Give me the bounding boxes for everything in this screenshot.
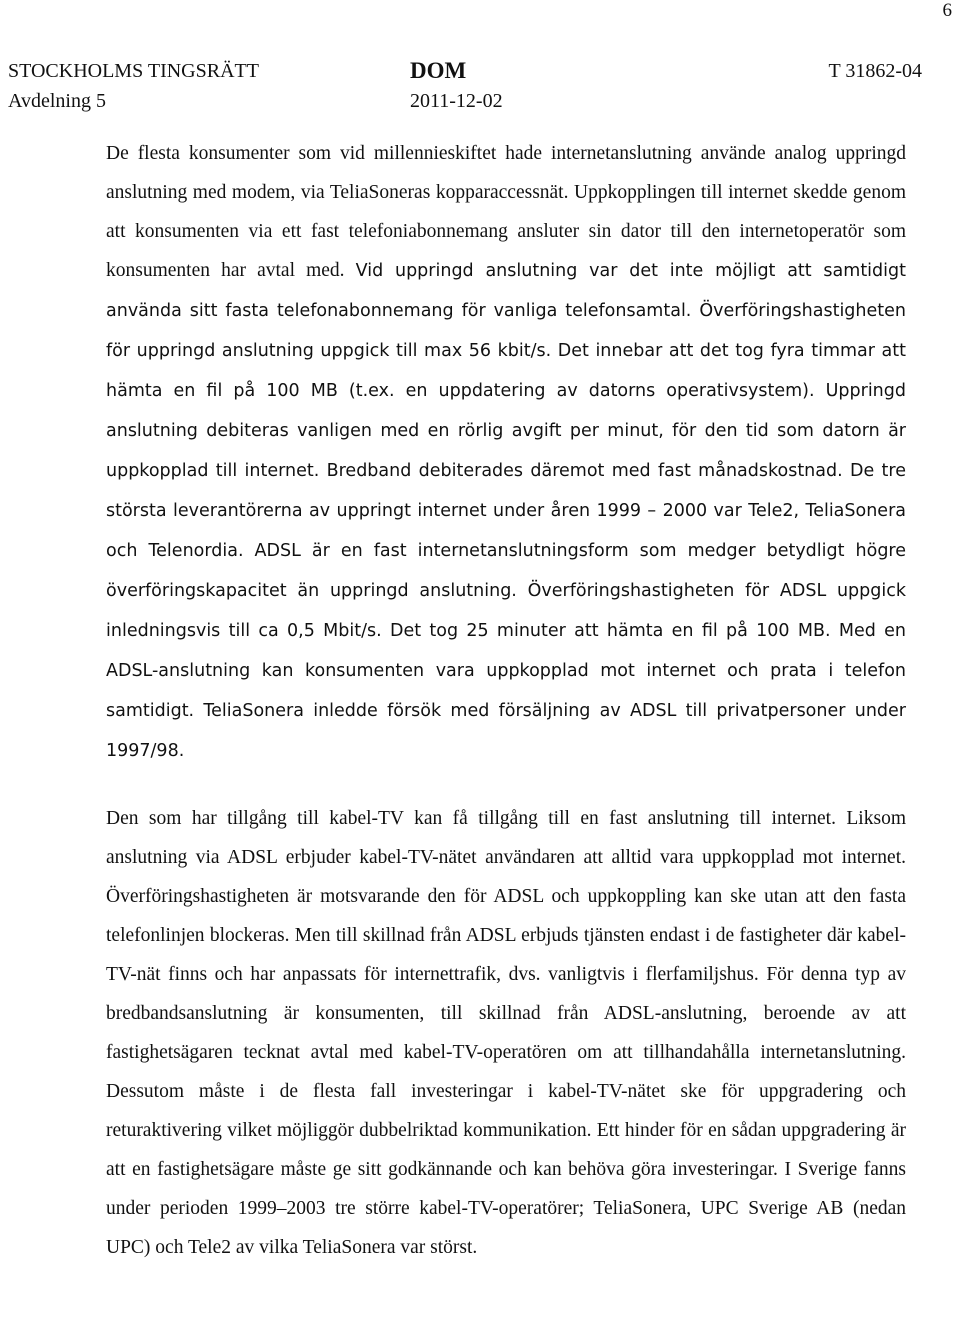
document-body xyxy=(106,134,906,1267)
paragraph-text: Vid uppringd anslutning var det inte möjligt att samtidigt använda sitt fasta telefonabonnemang för vanliga telefonsamtal. Överföringshastigheten för uppringd anslutning uppgick till max 56 kbit/s. Det innebar att det tog fyra timmar att hämta en fil på 100 MB (t.ex. en uppdatering av datorns operativsystem). Uppringd anslutning debiteras vanligen med en rörlig avgift per minut, för den tid som datorn är uppkopplad till internet. Bredband debiterades däremot med fast månadskostnad. De tre största leverantörerna av uppringt internet under åren 1999 – 2000 var Tele2, TeliaSonera och Telenordia. ADSL är en fast internetanslutningsform som medger betydligt högre överföringskapacitet än uppringd anslutning. Överföringshastigheten för ADSL uppgick inledningsvis till ca 0,5 Mbit/s. Det tog 25 minuter att hämta en fil på 100 MB. Med en ADSL-anslutning kan konsumenten vara uppkopplad mot internet och prata i telefon samtidigt. TeliaSonera inledde försök med försäljning av ADSL till privatpersoner under 1997/98. xyxy=(106,261,906,761)
paragraph-text: De flesta konsumenter som vid millennieskiftet hade internetanslutning använde analog uppringd anslutning med modem, via TeliaSoneras kopparaccessnät. Uppkopplingen till internet skedde genom att konsumenten via ett fast telefoniabonnemang ansluter sin dator till den internetoperatör som konsumenten har avtal med. xyxy=(106,143,906,281)
document-type: DOM xyxy=(410,58,467,83)
case-number: T 31862-04 xyxy=(828,60,922,82)
document-date: 2011-12-02 xyxy=(410,90,503,112)
division: Avdelning 5 xyxy=(8,90,106,112)
paragraph-cable-tv: Den som har tillgång till kabel-TV kan få tillgång till en fast anslutning till internet. Liksom anslutning via ADSL erbjuder kabel-TV-nätet användaren att alltid vara uppkopplad mot internet. Överföringshastigheten är motsvarande den för ADSL och uppkoppling kan ske utan att den fasta telefonlinjen blockeras. Men till skillnad från ADSL erbjuds tjänsten endast i de fastigheter där kabel-TV-nät finns och har anpassats för internettrafik, dvs. vanligtvis i flerfamiljshus. För denna typ av bredbandsanslutning är konsumenten, till skillnad från ADSL-anslutning, beroende av att fastighetsägaren tecknat avtal med kabel-TV-operatören om att tillhandahålla internetanslutning. Dessutom måste i de flesta fall investeringar i kabel-TV-nätet ske för uppgradering och returaktivering vilket möjliggör dubbelriktad kommunikation. Ett hinder för en sådan uppgradering är att en fastighetsägare måste ge sitt godkännande och kan behöva göra investeringar. I Sverige fanns under perioden 1999–2003 tre större kabel-TV-operatörer; TeliaSonera, UPC Sverige AB (nedan UPC) och Tele2 av vilka TeliaSonera var störst. xyxy=(106,808,906,1258)
header-court-block xyxy=(8,56,259,116)
header-case-block xyxy=(828,56,922,86)
page-number: 6 xyxy=(942,0,952,21)
court-name: STOCKHOLMS TINGSRÄTT xyxy=(8,60,259,82)
paragraph-dialup-adsl xyxy=(106,134,906,771)
header-document-block xyxy=(410,56,503,116)
